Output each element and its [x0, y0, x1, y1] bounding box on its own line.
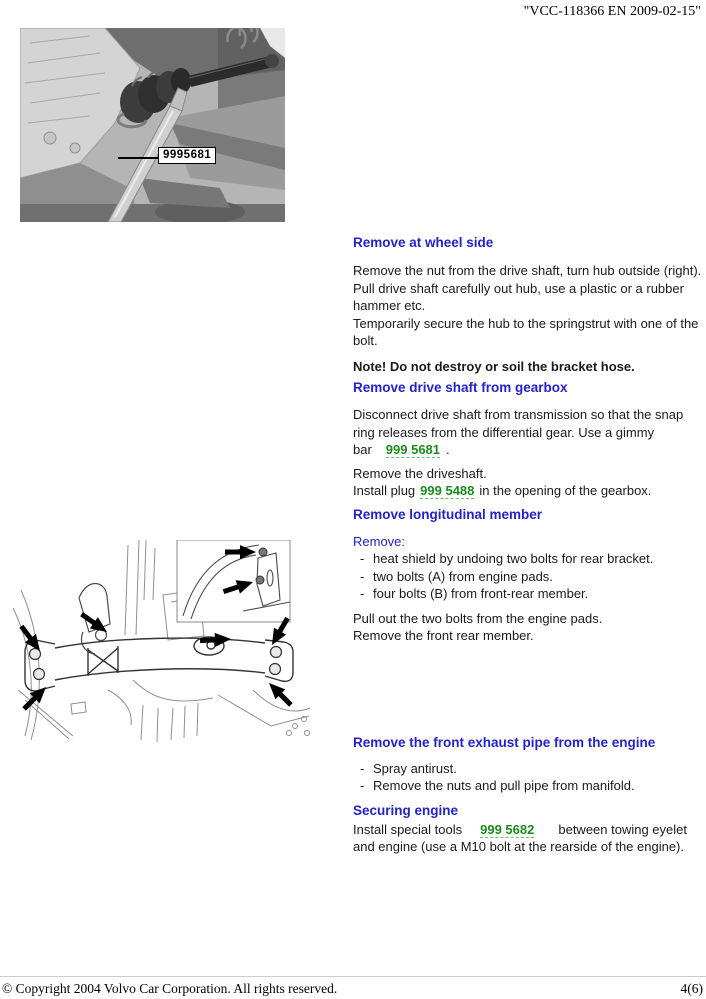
section-heading-securing: Securing engine: [353, 802, 459, 818]
paragraph-line: Pull drive shaft carefully out hub, use a plastic or a rubber hammer etc.: [353, 280, 684, 313]
subheading-remove: Remove:: [353, 533, 406, 549]
driveshaft-photo-art: [20, 28, 285, 222]
longitudinal-drawing-art: [13, 540, 313, 745]
bullet-item: - Remove the nuts and pull pipe from manifold.: [353, 777, 703, 795]
paragraph-line: Temporarily secure the hub to the springstrut with one of the bolt.: [353, 315, 699, 348]
paragraph: [353, 262, 703, 350]
tool-link-999-5681[interactable]: 999 5681: [385, 442, 441, 457]
paragraph-text: Disconnect drive shaft from transmission so that the snap ring releases from the differential gear. Use a gimmy bar: [353, 407, 684, 457]
paragraph-line: [353, 482, 703, 500]
paragraph-line: Pull out the two bolts from the engine pads.: [353, 610, 603, 626]
section-wheel-side: [353, 236, 703, 375]
paragraph: [353, 465, 703, 500]
bullet-item: - Spray antirust.: [353, 760, 703, 778]
paragraph-text: Install special tools: [353, 821, 463, 837]
paragraph: [353, 610, 703, 645]
section-longitudinal: [353, 508, 703, 645]
tool-link-999-5682[interactable]: 999 5682: [480, 821, 535, 837]
paragraph-line: Remove the front rear member.: [353, 628, 534, 643]
bullet-item: - two bolts (A) from engine pads.: [353, 568, 703, 586]
footer-copyright: © Copyright 2004 Volvo Car Corporation. All rights reserved.: [2, 981, 338, 996]
bullet-item: - heat shield by undoing two bolts for rear bracket.: [353, 550, 703, 568]
paragraph-text: Install plug: [353, 483, 416, 498]
section-heading-longitudinal: Remove longitudinal member: [353, 506, 543, 522]
paragraph-text: in the opening of the gearbox.: [479, 483, 652, 498]
bullet-list: [353, 760, 703, 795]
figure-longitudinal-drawing: [13, 540, 313, 745]
paragraph: [353, 821, 703, 856]
paragraph-text: between towing eyelet and engine (use a M10 bolt at the rearside of the engine).: [353, 821, 688, 854]
figure-driveshaft-photo: [20, 28, 285, 222]
tool-link-999-5488[interactable]: 999 5488: [420, 483, 475, 498]
section-gearbox: [353, 381, 703, 500]
section-exhaust: [353, 736, 703, 795]
content-column: [353, 236, 703, 856]
section-heading-gearbox: Remove drive shaft from gearbox: [353, 380, 568, 395]
header-doc-ref: "VCC-118366 EN 2009-02-15": [523, 4, 701, 19]
note-text: Note! Do not destroy or soil the bracket hose.: [353, 358, 635, 374]
section-heading-exhaust: Remove the front exhaust pipe from the engine: [353, 734, 656, 750]
bullet-item: - four bolts (B) from front-rear member.: [353, 585, 703, 603]
paragraph: [353, 406, 703, 459]
section-securing: [353, 804, 703, 856]
footer-page-number: 4(6): [680, 981, 703, 996]
footer-divider: [0, 976, 706, 977]
bullet-list: [353, 550, 703, 603]
tool-callout-label: 9995681: [158, 147, 216, 164]
section-heading-wheel-side: Remove at wheel side: [353, 235, 494, 250]
paragraph-line: Remove the driveshaft.: [353, 465, 487, 481]
paragraph-line: Remove the nut from the drive shaft, turn hub outside (right).: [353, 263, 702, 278]
paragraph-text: .: [446, 442, 450, 457]
